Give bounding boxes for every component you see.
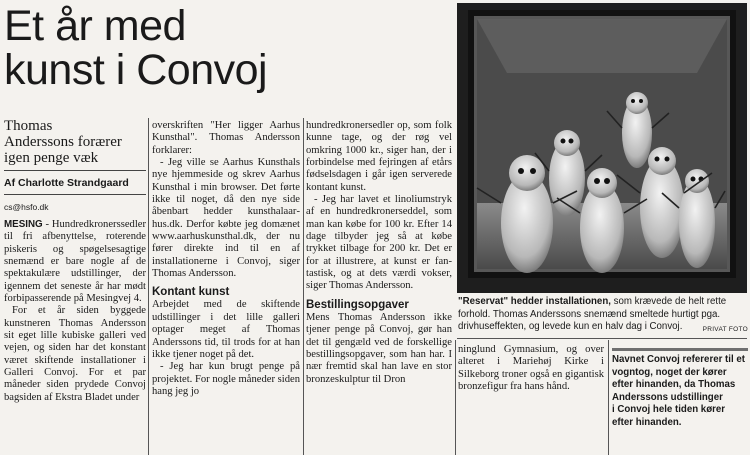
divider [4, 170, 146, 171]
divider [4, 194, 146, 195]
paragraph: hundredkronersedler op, som folk kunne tage, og der røg vel omkring 1000 kr., siger han, der i forbindelse med fejringen af etårs fødselsdagen i går igen serverede kontant kunst. [306, 120, 452, 193]
dateline: MESING [4, 219, 43, 230]
caption-divider [457, 338, 747, 339]
subheadline [4, 118, 146, 166]
byline: Af Charlotte Strandgaard [4, 177, 129, 189]
headline-line-1: Et år med [4, 2, 186, 50]
subheadline-line-2: Anderssons forærer [4, 134, 122, 150]
paragraph: - Jeg har lavet et linoliumstryk af en hundredkronerseddel, som man kan købe for 100 kr. Efter 14 dage tilbyder jeg så at købe trykket tilbage for 200 kr. Det er for at illustrere, at kunst er fantastisk, og at dets værdi vokser, siger Thomas Andersson. [306, 194, 452, 292]
subheadline-line-1: Thomas [4, 118, 53, 134]
factbox-line: Anderssons udstillinger [612, 391, 723, 403]
paragraph: For et år siden byggede kunstneren Thomas Andersson sit eget lille kubiske galleri ved vejen, og siden har det konstant været skiftende installationer i Galleri Convoj. For et par måneder siden prydede Convoj bagsiden af Ekstra Bladet under [4, 305, 146, 403]
photo-credit: PRIVAT FOTO [702, 326, 748, 333]
paragraph: ninglund Gymnasium, og over alteret i Mariehøj Kirke i Silkeborg troner også en gigantisk bronzefigur fra hans hånd. [458, 344, 604, 393]
column-divider [148, 118, 149, 455]
column-3 [306, 120, 452, 386]
paragraph: Mens Thomas Andersson ikke tjener penge på Convoj, gør han det til gengæld ved de forskellige bestillingsopgaver, som han har. I nær fremtid skal han lave en stor bronzeskulptur til Dron [306, 311, 452, 385]
column-1 [4, 118, 146, 404]
caption-title: "Reservat" hedder installationen, [458, 296, 611, 307]
factbox-line: vogntog, noget der kører [612, 366, 727, 378]
photo-caption [458, 296, 748, 337]
lead-paragraph [4, 219, 146, 305]
lead-text: - Hundredkronerssedler til fri afbenyttelse, roterende piskeris og spøgelsesagtige snemænd er bare nogle af de spektakulære udstillinger, der igennem det seneste år har mødt forbipasserende på Mesingvej 4. [4, 219, 146, 305]
factbox-line: Navnet Convoj refererer til et [612, 354, 745, 365]
column-divider [608, 340, 609, 455]
paragraph: overskriften "Her ligger Aarhus Kunsthal". Thomas Andersson forklarer: [152, 120, 300, 156]
column-divider [303, 118, 304, 455]
column-divider [455, 340, 456, 455]
snowmen-photo-illustration [457, 3, 747, 293]
headline-line-2: kunst i Convoj [4, 46, 268, 94]
paragraph: - Jeg har kun brugt penge på projektet. For nogle måneder siden hang jeg jo [152, 361, 300, 397]
factbox-bar [612, 348, 748, 351]
subheadline-line-3: igen penge væk [4, 150, 99, 166]
paragraph: - Jeg ville se Aarhus Kunsthals nye hjemmeside og skrev Aarhus Kunsthal i min browser. Det førte ikke til noget, då den nye side åbenbart hedder kunsthalaarhus.dk. Derfor købte jeg domænet www.aarhuskunsthal.dk, der nu fører direkte ind til en af installationerne i Convoj, siger Thomas Andersson. [152, 157, 300, 280]
factbox-line: i Convoj hele tiden kører [612, 404, 726, 415]
caption-text: som krævede de helt rette forhold. Thomas Anderssons snemænd smeltede hurtigt pga. drivhuseffekten, og levede kun en halv dag i Convoj. [458, 296, 727, 332]
section-heading: Bestillingsopgaver [306, 298, 409, 311]
factbox-line: efter hinanden. [612, 416, 682, 428]
column-2 [152, 120, 300, 398]
factbox [612, 354, 750, 429]
section-heading: Kontant kunst [152, 286, 230, 299]
column-4 [458, 344, 604, 393]
installation-photo [457, 3, 747, 293]
paragraph: Arbejdet med de skiftende udstillinger i det lille galleri optager meget af Thomas Anderssons tid, til trods for at han ikke tjener noget på det. [152, 299, 300, 360]
author-email: cs@hsfo.dk [4, 202, 49, 212]
headline [4, 4, 444, 92]
factbox-line: efter hinanden, da Thomas [612, 379, 736, 390]
